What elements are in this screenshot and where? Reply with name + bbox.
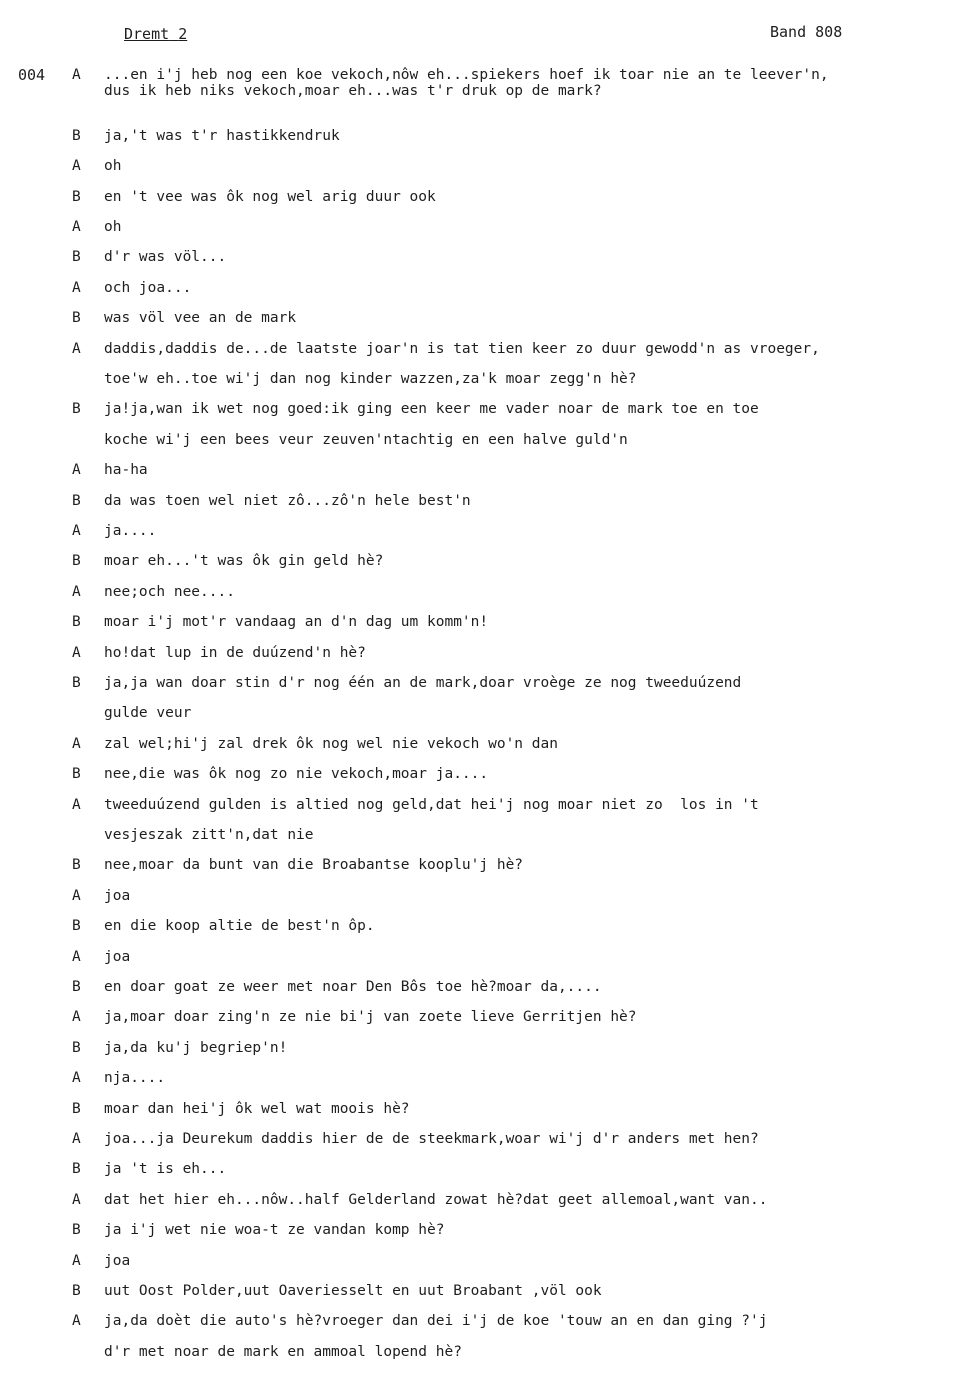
transcript-line: en die koop altie de best'n ôp. [104, 918, 375, 935]
speaker-label: B [72, 553, 81, 570]
transcript-line: zal wel;hi'j zal drek ôk nog wel nie vekoch wo'n dan [104, 735, 558, 752]
transcript-continuation-line: d'r met noar de mark en ammoal lopend hè? [104, 1343, 462, 1360]
segment-number: 004 [18, 66, 46, 84]
speaker-label: A [72, 644, 81, 661]
transcript-line: oh [104, 219, 122, 235]
transcript-line: tweeduúzend gulden is altied nog geld,dat hei'j nog moar niet zo los in 't [104, 796, 759, 813]
speaker-label: A [72, 462, 81, 479]
speaker-label: A [72, 279, 81, 296]
transcript-line: da was toen wel niet zô...zô'n hele best'n [104, 492, 471, 509]
transcript-line: ...en i'j heb nog een koe vekoch,nôw eh...spiekers hoef ik toar nie an te leever'n, [104, 67, 829, 83]
transcript-line: ja,moar doar zing'n ze nie bi'j van zoete lieve Gerritjen hè? [104, 1009, 637, 1026]
header-page-number: 2 [178, 25, 188, 43]
transcript-line: dat het hier eh...nôw..half Gelderland zowat hè?dat geet allemoal,want van.. [104, 1191, 768, 1208]
transcript-line: ja,da doèt die auto's hè?vroeger dan dei i'j de koe 'touw an en dan ging ?'j [104, 1313, 768, 1330]
speaker-label: A [72, 1252, 81, 1269]
transcript-line: och joa... [104, 279, 192, 296]
speaker-label: B [72, 401, 81, 418]
speaker-label: B [72, 127, 81, 144]
transcript-line: ja,'t was t'r hastikkendruk [104, 127, 340, 144]
header-title [124, 25, 187, 43]
transcript-line: en 't vee was ôk nog wel arig duur ook [104, 188, 436, 205]
transcript-line: joa [104, 1252, 131, 1269]
transcript-continuation-line: gulde veur [104, 705, 192, 722]
transcript-continuation-line: dus ik heb niks vekoch,moar eh...was t'r druk op de mark? [104, 83, 602, 99]
transcript-line: joa [104, 887, 131, 904]
speaker-label: A [72, 583, 81, 600]
transcript-line: joa...ja Deurekum daddis hier de de steekmark,woar wi'j d'r anders met hen? [104, 1131, 759, 1147]
transcript-line: moar dan hei'j ôk wel wat moois hè? [104, 1100, 410, 1117]
speaker-label: B [72, 492, 81, 509]
transcript-line: ha-ha [104, 462, 148, 479]
transcript-line: ja,da ku'j begriep'n! [104, 1039, 288, 1056]
header-band-number: Band 808 [770, 23, 843, 41]
speaker-label: A [72, 219, 81, 235]
speaker-label: B [72, 857, 81, 874]
speaker-label: B [72, 1222, 81, 1239]
speaker-label: A [72, 158, 81, 175]
transcript-line: nee,die was ôk nog zo nie vekoch,moar ja.... [104, 766, 489, 783]
speaker-label: B [72, 249, 81, 266]
transcript-continuation-line: vesjeszak zitt'n,dat nie [104, 827, 314, 843]
speaker-label: B [72, 675, 81, 691]
speaker-label: A [72, 796, 81, 813]
speaker-label: A [72, 1191, 81, 1208]
speaker-label: B [72, 918, 81, 935]
speaker-label: A [72, 948, 81, 965]
transcript-line: daddis,daddis de...de laatste joar'n is tat tien keer zo duur gewodd'n as vroeger, [104, 340, 820, 357]
transcript-continuation-line: toe'w eh..toe wi'j dan nog kinder wazzen,za'k moar zegg'n hè? [104, 371, 637, 387]
transcript-line: ja,ja wan doar stin d'r nog één an de mark,doar vroège ze nog tweeduúzend [104, 675, 742, 691]
transcript-line: en doar goat ze weer met noar Den Bôs toe hè?moar da,.... [104, 979, 602, 995]
speaker-label: B [72, 310, 81, 327]
speaker-label: B [72, 1283, 81, 1299]
transcript-continuation-line: koche wi'j een bees veur zeuven'ntachtig en een halve guld'n [104, 431, 628, 448]
speaker-label: A [72, 1070, 81, 1087]
transcript-line: oh [104, 158, 122, 175]
speaker-label: B [72, 1039, 81, 1056]
speaker-label: B [72, 1161, 81, 1178]
speaker-label: B [72, 188, 81, 205]
speaker-label: B [72, 979, 81, 995]
speaker-label: A [72, 1009, 81, 1026]
speaker-label: A [72, 1131, 81, 1147]
speaker-label: B [72, 614, 81, 631]
transcript-line: ja.... [104, 523, 157, 539]
transcript-line: nee;och nee.... [104, 583, 235, 600]
speaker-label: A [72, 735, 81, 752]
speaker-label: A [72, 1313, 81, 1330]
speaker-label: B [72, 1100, 81, 1117]
speaker-label: A [72, 340, 81, 357]
speaker-label: A [72, 887, 81, 904]
transcript-line: uut Oost Polder,uut Oaveriesselt en uut Broabant ,völ ook [104, 1283, 602, 1299]
transcript-line: d'r was völ... [104, 249, 227, 266]
transcript-line: moar i'j mot'r vandaag an d'n dag um komm'n! [104, 614, 489, 631]
transcript-line: moar eh...'t was ôk gin geld hè? [104, 553, 384, 570]
transcript-line: was völ vee an de mark [104, 310, 297, 327]
transcript-line: ho!dat lup in de duúzend'n hè? [104, 644, 366, 661]
speaker-label: A [72, 67, 81, 83]
transcript-line: nee,moar da bunt van die Broabantse kooplu'j hè? [104, 857, 524, 874]
transcript-line: ja!ja,wan ik wet nog goed:ik ging een keer me vader noar de mark toe en toe [104, 401, 759, 418]
transcript-line: ja 't is eh... [104, 1161, 227, 1178]
header-title-word: Dremt [124, 25, 170, 43]
transcript-line: nja.... [104, 1070, 166, 1087]
transcript-line: ja i'j wet nie woa-t ze vandan komp hè? [104, 1222, 445, 1239]
transcript-line: joa [104, 948, 131, 965]
speaker-label: A [72, 523, 81, 539]
speaker-label: B [72, 766, 81, 783]
